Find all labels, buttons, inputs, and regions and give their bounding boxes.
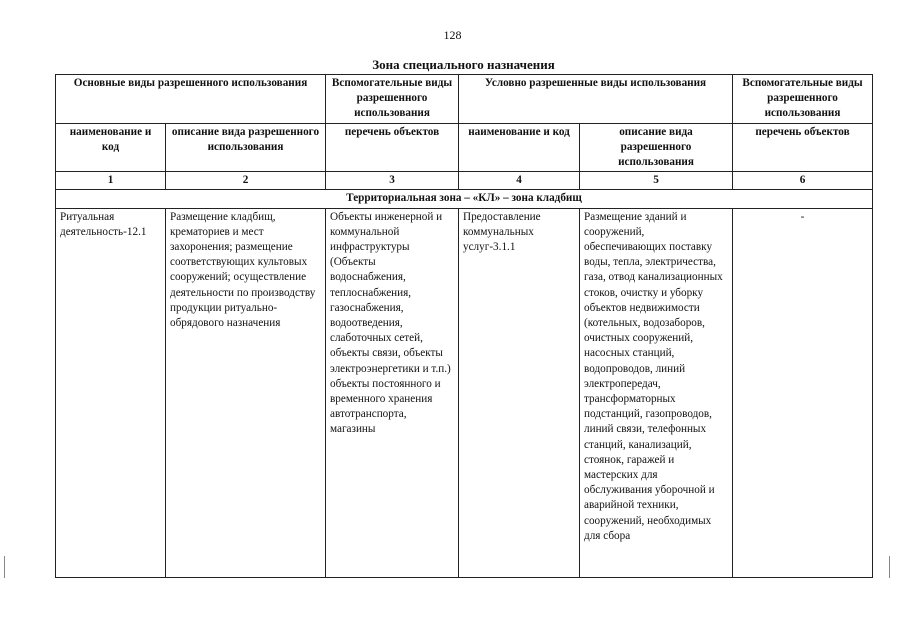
column-number: 5 xyxy=(580,172,733,190)
auxiliary-objects-cell: Объекты инженерной и коммунальной инфраструктуры (Объекты водоснабжения, теплоснабжения, газоснабжения, водоотведения, слаботочных сетей, объекты связи, объекты электроэнергетики и т.п.) объекты постоянного и временного хранения автотранспорта, магазины xyxy=(326,208,459,577)
header-main-uses: Основные виды разрешенного использования xyxy=(56,75,326,124)
zone-caption-row xyxy=(56,190,873,208)
scan-edge-mark xyxy=(4,556,5,578)
table-row xyxy=(56,208,873,577)
conditional-description-cell: Размещение зданий и сооружений, обеспечивающих поставку воды, тепла, электричества, газа, отвод канализационных стоков, очистку и уборку объектов недвижимости (котельных, водозаборов, очистных сооружений, насосных станций, водопроводов, линий электропередач, трансформаторных подстанций, газопроводов, линий связи, телефонных станций, канализаций, стоянок, гаражей и мастерских для обслуживания уборочной и аварийной техники, сооружений, необходимых для сбора xyxy=(580,208,733,577)
column-number: 6 xyxy=(733,172,873,190)
zone-caption: Территориальная зона – «КЛ» – зона кладбищ xyxy=(56,190,873,208)
column-number: 4 xyxy=(459,172,580,190)
group-header-row xyxy=(56,75,873,124)
main-name-code-cell: Ритуальная деятельность-12.1 xyxy=(56,208,166,577)
document-title: Зона специального назначения xyxy=(372,57,555,72)
scan-edge-mark xyxy=(889,556,890,578)
header-description-main: описание вида разрешенного использования xyxy=(166,123,326,172)
header-conditional-auxiliary-uses: Вспомогательные виды разрешенного использования xyxy=(733,75,873,124)
header-objects-auxiliary: перечень объектов xyxy=(326,123,459,172)
column-number: 1 xyxy=(56,172,166,190)
page-number: 128 xyxy=(443,28,462,42)
column-number: 3 xyxy=(326,172,459,190)
header-name-code-main: наименование и код xyxy=(56,123,166,172)
conditional-auxiliary-objects-cell: - xyxy=(733,208,873,577)
header-description-conditional: описание вида разрешенного использования xyxy=(580,123,733,172)
main-description-cell: Размещение кладбищ, крематориев и мест захоронения; размещение соответствующих культовых сооружений; осуществление деятельности по производству продукции ритуально-обрядового назначения xyxy=(166,208,326,577)
header-objects-conditional: перечень объектов xyxy=(733,123,873,172)
conditional-name-code-cell: Предоставление коммунальных услуг-3.1.1 xyxy=(459,208,580,577)
column-number: 2 xyxy=(166,172,326,190)
header-conditional-uses: Условно разрешенные виды использования xyxy=(459,75,733,124)
column-number-row xyxy=(56,172,873,190)
header-auxiliary-uses: Вспомогательные виды разрешенного использования xyxy=(326,75,459,124)
sub-header-row xyxy=(56,123,873,172)
land-use-table xyxy=(55,74,873,578)
header-name-code-conditional: наименование и код xyxy=(459,123,580,172)
